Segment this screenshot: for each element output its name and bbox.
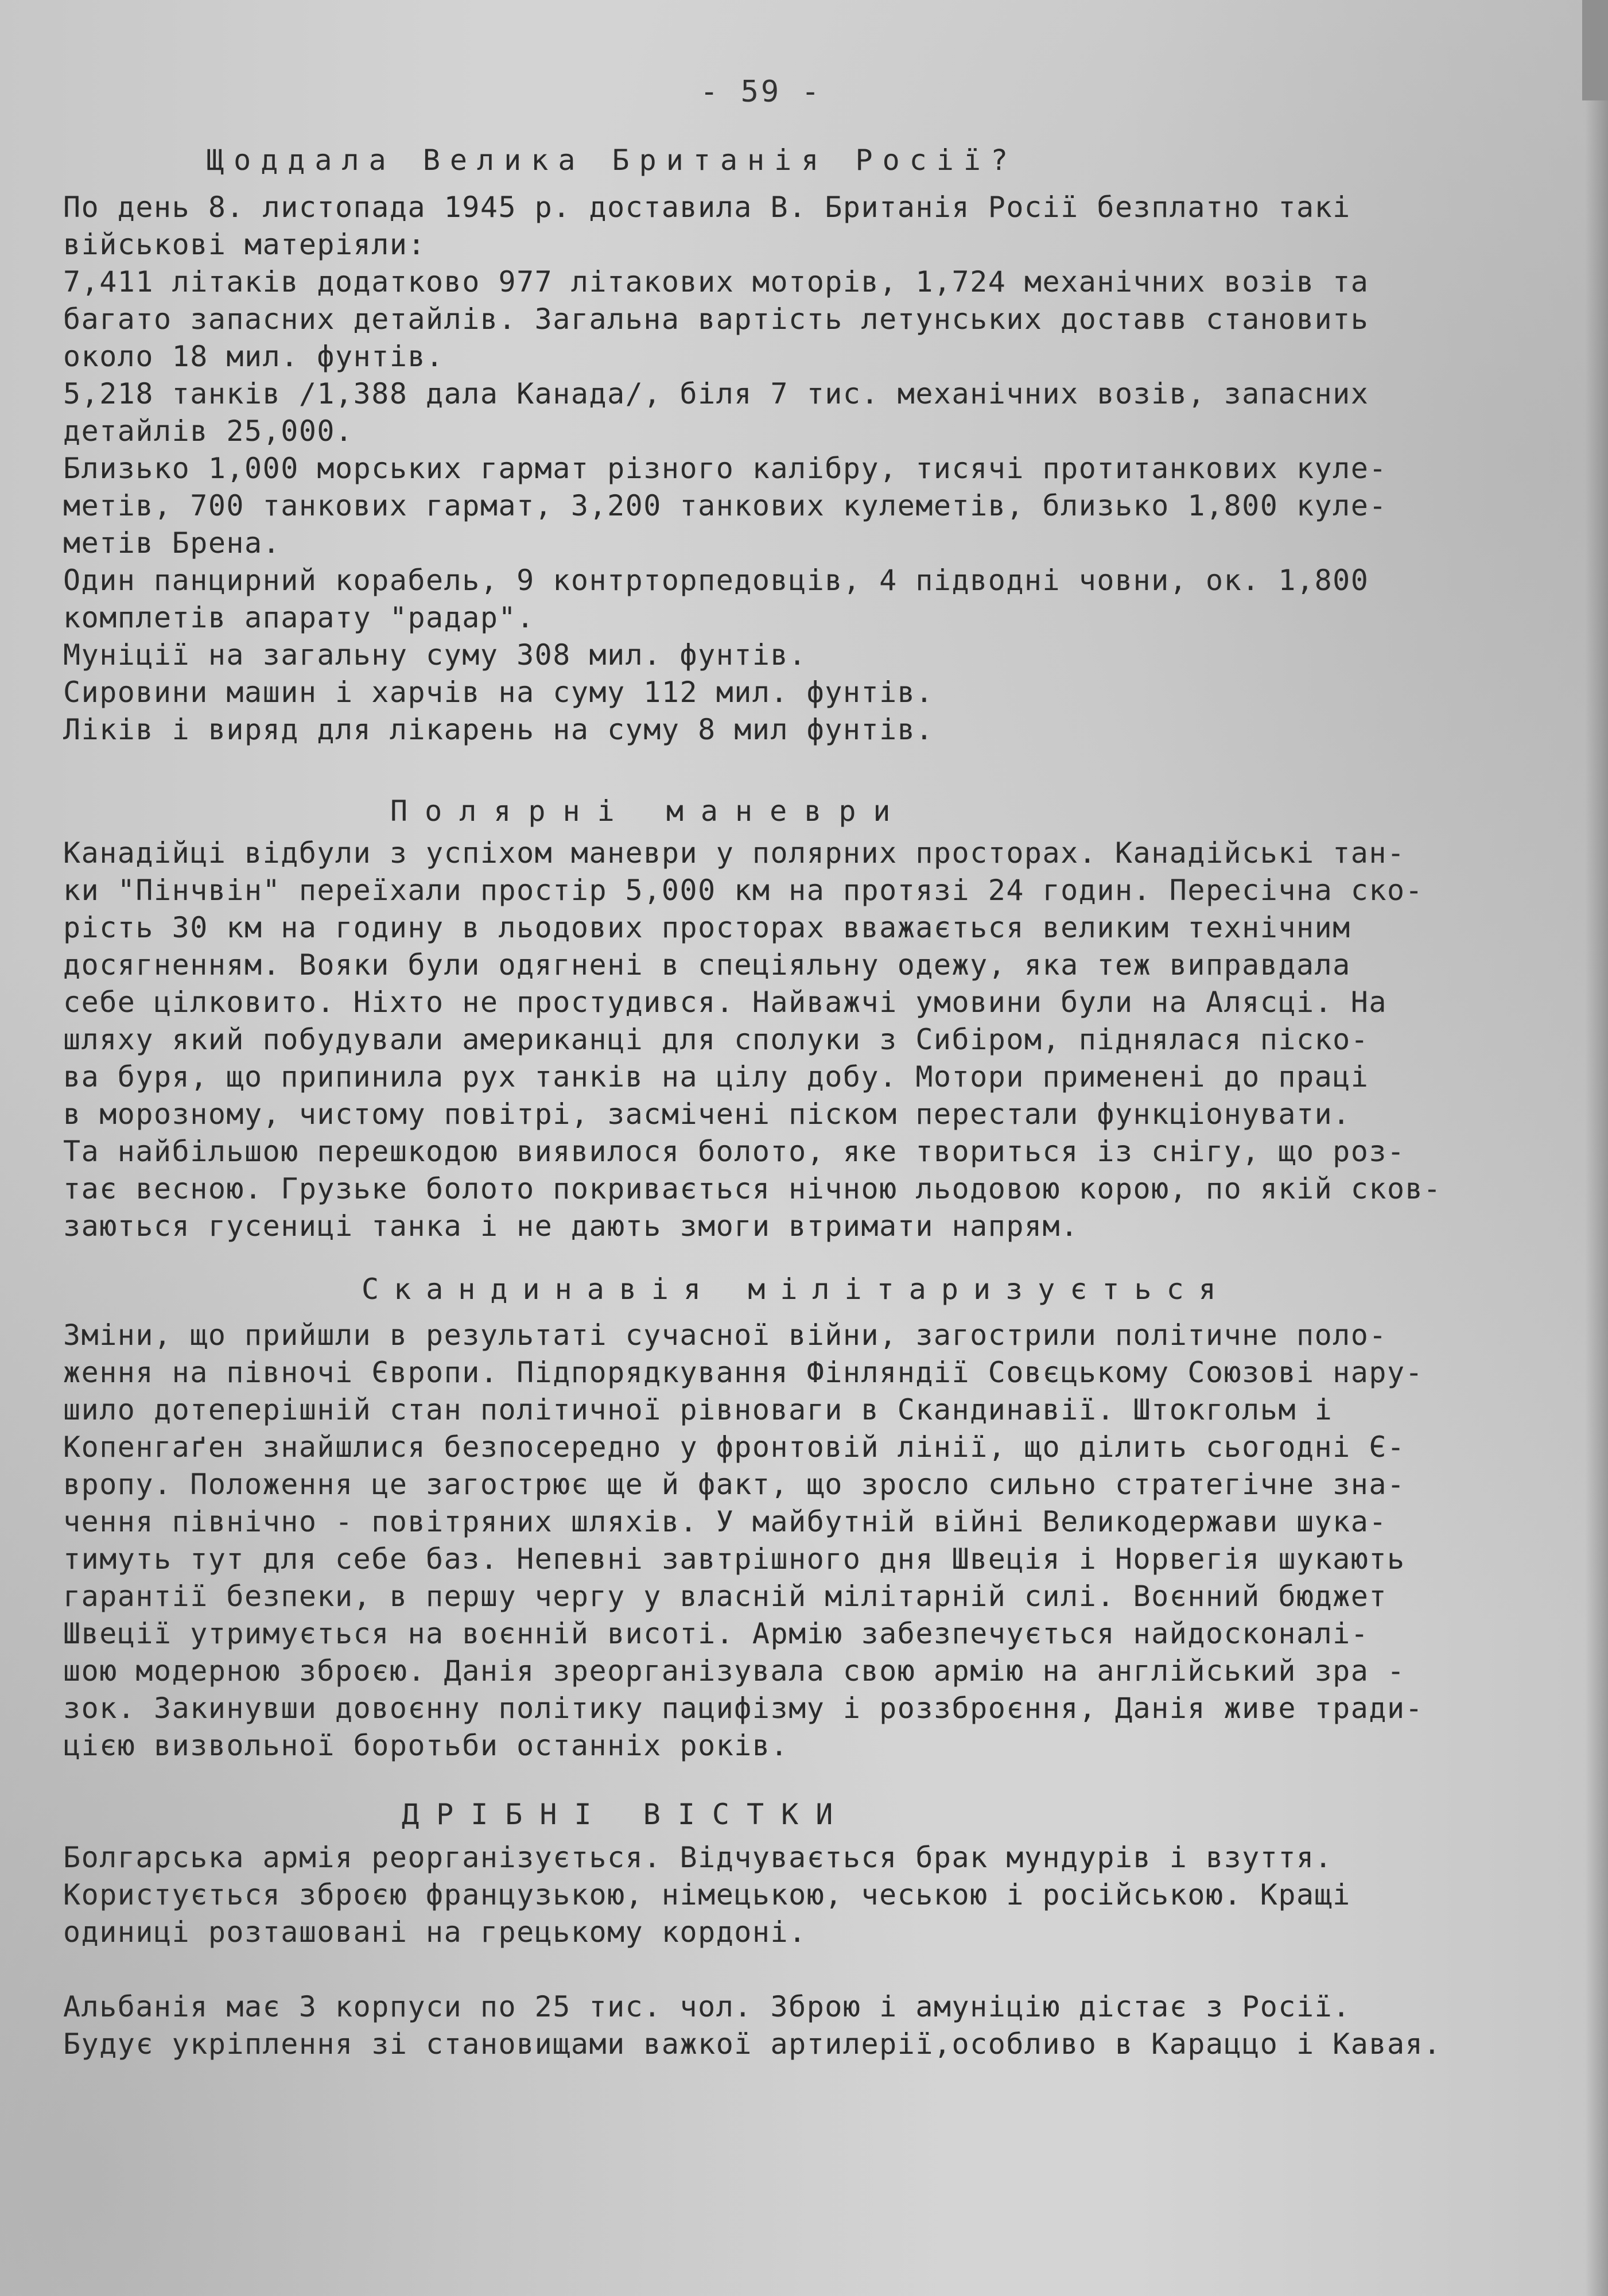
text-line: метів, 700 танкових гармат, 3,200 танкових кулеметів, близько 1,800 куле-	[63, 489, 1387, 522]
text-line: Зміни, що прийшли в результаті сучасної війни, загострили політичне поло-	[63, 1318, 1387, 1352]
text-line: детайлів 25,000.	[63, 414, 354, 448]
text-line: Сировини машин і харчів на суму 112 мил. фунтів.	[63, 676, 934, 709]
page-corner-shadow	[1582, 0, 1608, 100]
text-line: шою модерною зброєю. Данія зреорганізувала свою армію на англійський зра -	[63, 1654, 1405, 1688]
text-line: гарантії безпеки, в першу чергу у власній мілітарній силі. Воєнний бюджет	[63, 1580, 1387, 1613]
section-title-britain: Щоддала Велика Британія Росії?	[207, 144, 1018, 177]
text-line: Муніції на загальну суму 308 мил. фунтів.	[63, 638, 807, 672]
text-line: Ліків і виряд для лікарень на суму 8 мил фунтів.	[63, 713, 934, 746]
text-line: шило дотеперішній стан політичної рівноваги в Скандинавії. Штокгольм і	[63, 1393, 1333, 1426]
text-line: метів Брена.	[63, 526, 281, 560]
text-line: багато запасних детайлів. Загальна вартість летунських доставв становить	[63, 302, 1369, 336]
text-line: около 18 мил. фунтів.	[63, 340, 444, 373]
text-line: ва буря, що припинила рух танків на цілу добу. Мотори применені до праці	[63, 1060, 1369, 1093]
text-line: шляху який побудували американці для сполуки з Сибіром, піднялася піско-	[63, 1023, 1369, 1056]
text-line: в морозному, чистому повітрі, засмічені піском перестали функціонувати.	[63, 1097, 1351, 1131]
text-line: 5,218 танків /1,388 дала Канада/, біля 7 тис. механічних возів, запасних	[63, 377, 1369, 410]
text-line: Болгарська армія реорганізується. Відчувається брак мундурів і взуття.	[63, 1841, 1333, 1874]
text-line: Копенгаґен знайшлися безпосередно у фронтовій лінії, що ділить сьогодні Є-	[63, 1430, 1405, 1464]
text-line: ження на півночі Європи. Підпорядкування Фінляндії Совєцькому Союзові нару-	[63, 1356, 1424, 1389]
text-line: тає весною. Грузьке болото покривається нічною льодовою корою, по якій сков-	[63, 1172, 1442, 1205]
text-line: зок. Закинувши довоєнну політику пацифізму і роззброєння, Данія живе тради-	[63, 1692, 1424, 1725]
text-line: Альбанія має 3 корпуси по 25 тис. чол. Зброю і амуніцію дістає з Росії.	[63, 1990, 1351, 2023]
text-line: Близько 1,000 морських гармат різного калібру, тисячі протитанкових куле-	[63, 452, 1387, 485]
text-line: 7,411 літаків додатково 977 літакових моторів, 1,724 механічних возів та	[63, 265, 1369, 298]
section-title-polar: Полярні маневри	[390, 794, 908, 828]
text-line: По день 8. листопада 1945 р. доставила В. Британія Росії безплатно такі	[63, 191, 1351, 224]
text-line: тимуть тут для себе баз. Непевні завтрішного дня Швеція і Норвегія шукають	[63, 1542, 1405, 1576]
text-line: досягненням. Вояки були одягнені в спеціяльну одежу, яка теж виправдала	[63, 948, 1351, 982]
text-line: комплетів апарату "радар".	[63, 601, 535, 634]
section-title-news: ДРІБНІ ВІСТКИ	[402, 1798, 850, 1831]
text-line: вропу. Положення це загострює ще й факт, що зросло сильно стратегічне зна-	[63, 1468, 1405, 1501]
text-line: рість 30 км на годину в льодових просторах вважається великим технічним	[63, 911, 1351, 944]
text-line: Швеції утримується на воєнній висоті. Армію забезпечується найдосконалі-	[63, 1617, 1369, 1650]
text-line: заються гусениці танка і не дають змоги втримати напрям.	[63, 1209, 1079, 1243]
page-number: - 59 -	[700, 75, 822, 109]
text-line: Та найбільшою перешкодою виявилося болото, яке твориться із снігу, що роз-	[63, 1135, 1405, 1168]
text-line: Користується зброєю французькою, німецькою, чеською і російською. Кращі	[63, 1878, 1351, 1911]
text-line: ки "Пінчвін" переїхали простір 5,000 км на протязі 24 годин. Пересічна ско-	[63, 874, 1424, 907]
text-line: себе цілковито. Ніхто не простудився. Найважчі умовини були на Алясці. На	[63, 986, 1387, 1019]
text-line: Один панцирний корабель, 9 контрторпедовців, 4 підводні човни, ок. 1,800	[63, 564, 1369, 597]
text-line: військові матеріяли:	[63, 228, 426, 261]
text-line: Будує укріплення зі становищами важкої артилерії,особливо в Караццо і Кавая.	[63, 2027, 1442, 2061]
text-line: одиниці розташовані на грецькому кордоні.	[63, 1915, 807, 1949]
section-title-scandinavia: Скандинавія мілітаризується	[362, 1273, 1231, 1306]
text-line: чення північно - повітряних шляхів. У майбутній війні Великодержави шука-	[63, 1505, 1387, 1538]
page-edge-shadow	[1585, 0, 1608, 2296]
text-line: Канадійці відбули з успіхом маневри у полярних просторах. Канадійські тан-	[63, 836, 1405, 870]
text-line: цією визвольної боротьби останніх років.	[63, 1729, 789, 1762]
